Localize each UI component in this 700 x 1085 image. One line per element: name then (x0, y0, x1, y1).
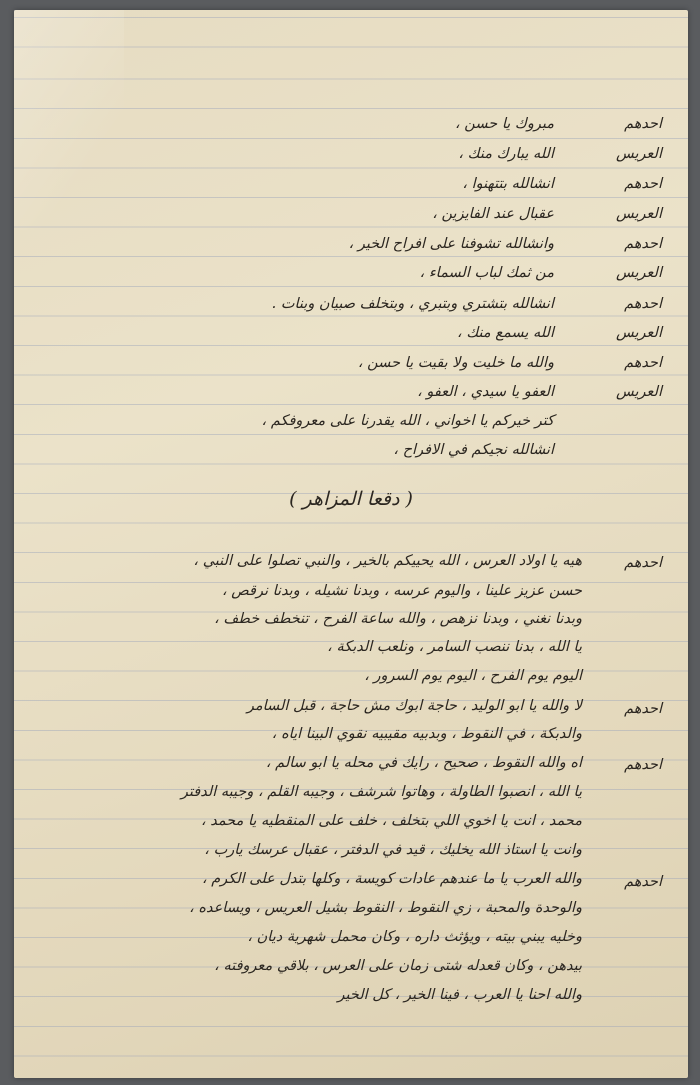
speaker-label: العريس (616, 146, 662, 162)
speaker-label: العريس (616, 265, 662, 281)
speaker-label: احدهم (624, 874, 662, 890)
dialogue-line: كتر خيركم يا اخواني ، الله يقدرنا على معروفكم ، (261, 413, 554, 429)
speaker-label: احدهم (624, 236, 662, 252)
text-line: والله العرب يا ما عندهم عادات كويسة ، وكلها بتدل على الكرم ، (201, 871, 582, 887)
speaker-label: احدهم (624, 701, 662, 717)
text-line: والله احنا يا العرب ، فينا الخير ، كل الخير (337, 987, 582, 1003)
section-title: ( دقعا المزاهر ) (289, 488, 413, 510)
text-line: والدبكة ، في النقوط ، وبدبيه مقيبيه نقوي البينا اياه ، (271, 726, 582, 742)
dialogue-line: وانشالله تشوفنا على افراح الخير ، (348, 236, 554, 252)
dialogue-line: والله ما خليت ولا بقيت يا حسن ، (357, 355, 554, 371)
text-line: يا الله ، انصبوا الطاولة ، وهاتوا شرشف ، وجيبه القلم ، وجيبه الدفتر (180, 784, 582, 800)
text-line: اه والله النقوط ، صحيح ، رايك في محله يا ابو سالم ، (265, 755, 582, 771)
dialogue-line: انشالله بتتهنوا ، (462, 176, 554, 192)
text-line: هيه يا اولاد العرس ، الله يحييكم بالخير ، والنبي تصلوا على النبي ، (193, 553, 582, 569)
speaker-label: العريس (616, 325, 662, 341)
dialogue-line: العفو يا سيدي ، العفو ، (417, 384, 554, 400)
speaker-label: احدهم (624, 296, 662, 312)
speaker-label: احدهم (624, 116, 662, 132)
text-line: وبدنا نغني ، وبدنا نزهص ، والله ساعة الفرح ، تنخطف خطف ، (214, 611, 582, 627)
speaker-label: احدهم (624, 757, 662, 773)
text-line: حسن عزيز علينا ، واليوم عرسه ، وبدنا نشيله ، وبدنا نرقص ، (221, 583, 582, 599)
speaker-label: احدهم (624, 176, 662, 192)
speaker-label: العريس (616, 384, 662, 400)
text-line: وانت يا استاذ الله يخليك ، قيد في الدفتر ، عقبال عرسك يارب ، (204, 842, 582, 858)
text-line: لا والله يا ابو الوليد ، حاجة ابوك مش حاجة ، قبل السامر (246, 698, 582, 714)
text-line: اليوم يوم الفرح ، اليوم يوم السرور ، (364, 668, 582, 684)
manuscript-page (14, 10, 688, 1078)
dialogue-line: مبروك يا حسن ، (455, 116, 554, 132)
text-line: والوحدة والمحبة ، زي النقوط ، النقوط بشيل العريس ، ويساعده ، (189, 900, 582, 916)
dialogue-line: عقبال عند الفايزين ، (432, 206, 554, 222)
dialogue-line: انشالله بتشتري وبتبري ، وبتخلف صبيان وبنات . (271, 296, 554, 312)
text-line: بيدهن ، وكان قعدله شتى زمان على العرس ، بلاقي معروفته ، (214, 958, 582, 974)
speaker-label: احدهم (624, 355, 662, 371)
text-line: وخليه يبني بيته ، ويؤثث داره ، وكان محمل شهرية ديان ، (247, 929, 582, 945)
speaker-label: العريس (616, 206, 662, 222)
text-line: يا الله ، بدنا ننصب السامر ، ونلعب الدبكة ، (327, 639, 582, 655)
dialogue-line: انشالله نجيكم في الافراح ، (393, 442, 554, 458)
dialogue-line: من ثمك لباب السماء ، (419, 265, 554, 281)
dialogue-line: الله يسمع منك ، (457, 325, 554, 341)
dialogue-line: الله يبارك منك ، (458, 146, 554, 162)
speaker-label: احدهم (624, 555, 662, 571)
text-line: محمد ، انت يا اخوي اللي بتخلف ، خلف على المنقطيه يا محمد ، (200, 813, 582, 829)
